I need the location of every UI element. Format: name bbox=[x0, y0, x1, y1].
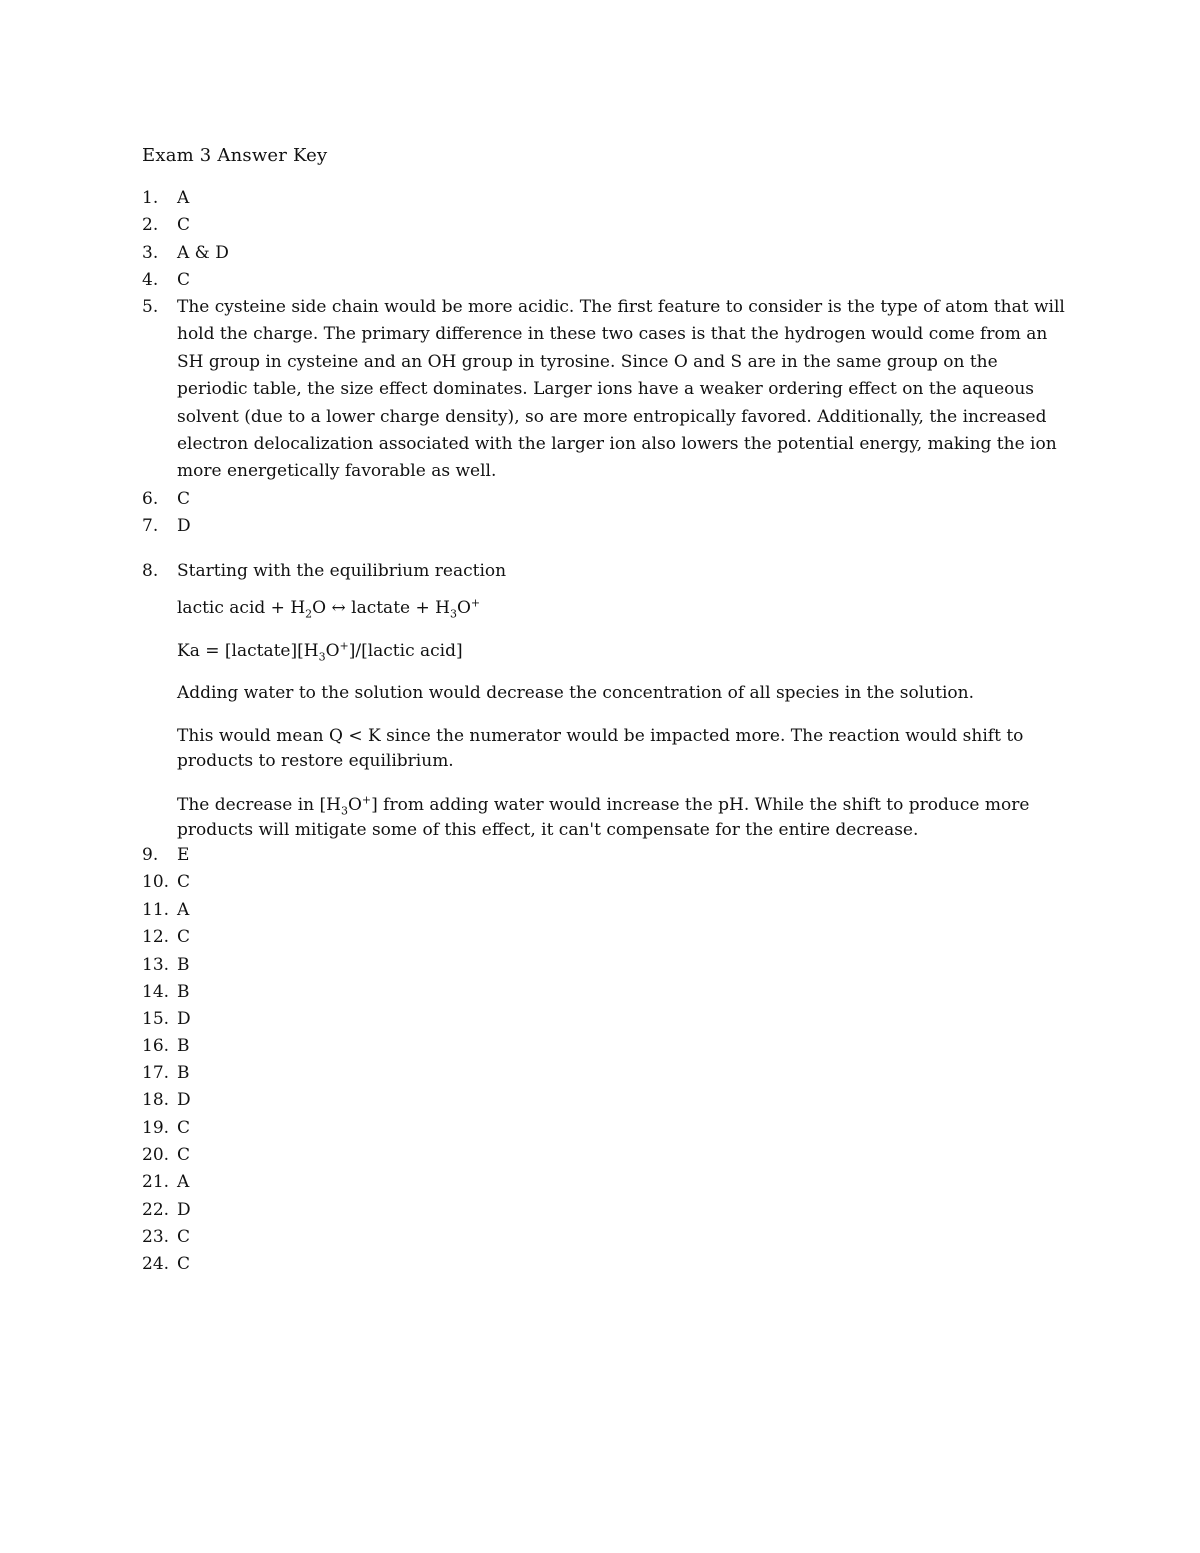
item-number: 21. bbox=[142, 1172, 170, 1192]
item-number: 20. bbox=[142, 1145, 170, 1165]
item-number: 2. bbox=[142, 215, 159, 235]
item-answer: C bbox=[177, 215, 191, 235]
item-answer: B bbox=[177, 1036, 190, 1056]
item-number: 15. bbox=[142, 1009, 170, 1029]
item-answer: B bbox=[177, 1063, 190, 1083]
item-answer: C bbox=[177, 1254, 191, 1274]
item-answer: A bbox=[177, 900, 190, 920]
item-number: 23. bbox=[142, 1227, 170, 1247]
item-number: 16. bbox=[142, 1036, 170, 1056]
item-number: 11. bbox=[142, 900, 170, 920]
item-answer: C bbox=[177, 270, 191, 290]
page-title: Exam 3 Answer Key bbox=[142, 145, 328, 166]
item-number: 7. bbox=[142, 516, 159, 536]
item-answer: C bbox=[177, 872, 191, 892]
item-answer: B bbox=[177, 982, 190, 1002]
item-number: 24. bbox=[142, 1254, 170, 1274]
item-answer: C bbox=[177, 489, 191, 509]
item-number: 13. bbox=[142, 955, 170, 975]
item-answer: C bbox=[177, 1145, 191, 1165]
item-answer: D bbox=[177, 1009, 191, 1029]
q8-paragraph-2: This would mean Q < K since the numerator would be impacted more. The reaction would shift to products to restore equilibrium. bbox=[177, 726, 1024, 771]
item-answer: A bbox=[177, 188, 190, 208]
item-answer: D bbox=[177, 1090, 191, 1110]
item-number: 9. bbox=[142, 845, 159, 865]
item-number: 18. bbox=[142, 1090, 170, 1110]
item-answer: C bbox=[177, 927, 191, 947]
item-number: 1. bbox=[142, 188, 159, 208]
item-number: 6. bbox=[142, 489, 159, 509]
item-number: 8. bbox=[142, 561, 159, 581]
item-number: 5. bbox=[142, 297, 159, 317]
item-number: 3. bbox=[142, 243, 159, 263]
item-number: 10. bbox=[142, 872, 170, 892]
q8-paragraph-3: The decrease in $[H_3O^+]$ from adding water would increase the pH. While the shift to produce more products will mitigate some of this effect, it can't compensate for the entire decrease. bbox=[177, 793, 1030, 840]
item-number: 17. bbox=[142, 1063, 170, 1083]
item-number: 19. bbox=[142, 1118, 170, 1138]
item-answer: Starting with the equilibrium reaction bbox=[177, 561, 507, 581]
item-number: 12. bbox=[142, 927, 170, 947]
item-answer: A & D bbox=[177, 243, 229, 263]
item-answer: D bbox=[177, 1200, 191, 1220]
q8-paragraph-1: Adding water to the solution would decrease the concentration of all species in the solution. bbox=[177, 683, 974, 703]
item-answer: A bbox=[177, 1172, 190, 1192]
item-answer: D bbox=[177, 516, 191, 536]
item-answer: E bbox=[177, 845, 190, 865]
item-number: 22. bbox=[142, 1200, 170, 1220]
item-answer: C bbox=[177, 1118, 191, 1138]
ka-expression: $Ka = [lactate][H_3O^+]/[lactic$ acid] bbox=[177, 639, 463, 664]
item-number: 4. bbox=[142, 270, 159, 290]
item-answer: C bbox=[177, 1227, 191, 1247]
reaction-equation: lactic acid + $H_2O$ ↔ lactate + $H_3O^+$ bbox=[177, 596, 481, 621]
item-number: 14. bbox=[142, 982, 170, 1002]
item-answer: B bbox=[177, 955, 190, 975]
item-answer-paragraph: The cysteine side chain would be more acidic. The first feature to consider is the type of atom that will hold the charge. The primary difference in these two cases is that the hydrogen would come from an SH group in cysteine and an OH group in tyrosine. Since O and S are in the same group on the periodic table, the size effect dominates. Larger ions have a weaker ordering effect on the aqueous solvent (due to a lower charge density), so are more entropically favored. Additionally, the increased electron delocalization associated with the larger ion also lowers the potential energy, making the ion more energetically favorable as well. bbox=[177, 297, 1065, 482]
